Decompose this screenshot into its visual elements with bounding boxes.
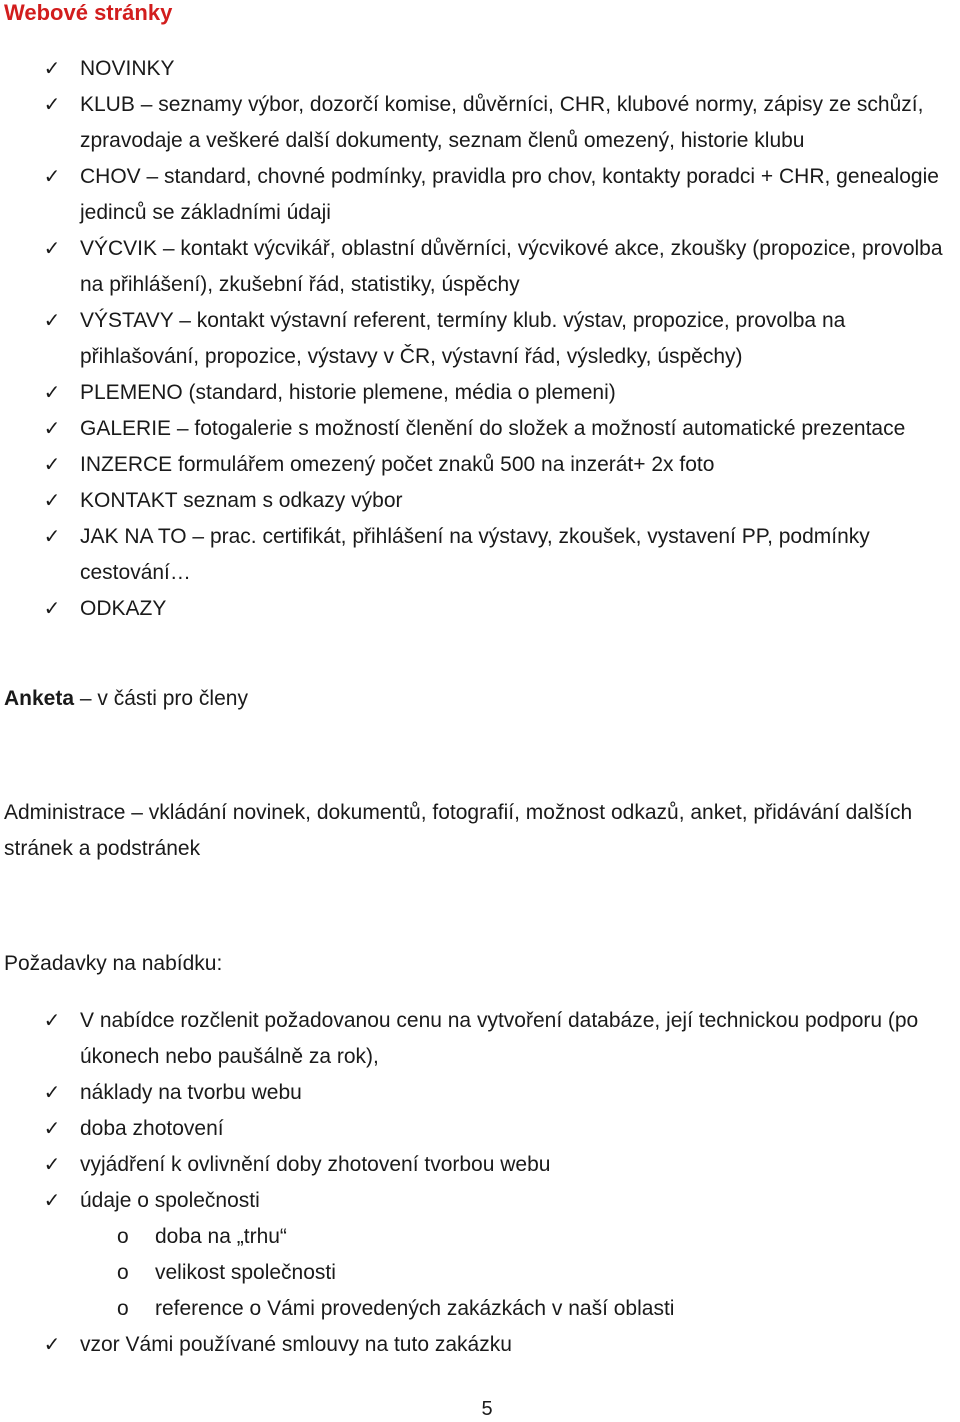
check-icon: ✓	[43, 526, 61, 548]
check-icon: ✓	[43, 1190, 61, 1212]
circle-bullet-icon: o	[117, 1261, 129, 1284]
list-item	[0, 411, 960, 447]
list-item	[0, 1111, 960, 1147]
list-item-text: ODKAZY	[80, 597, 167, 620]
check-icon: ✓	[43, 166, 61, 188]
check-icon: ✓	[43, 490, 61, 512]
check-icon: ✓	[43, 1118, 61, 1140]
section-title: Webové stránky	[4, 0, 173, 25]
list-item	[0, 483, 960, 519]
list-item	[0, 231, 960, 303]
list-item-text: vyjádření k ovlivnění doby zhotovení tvorbou webu	[80, 1153, 551, 1176]
list-item	[0, 1075, 960, 1111]
check-icon: ✓	[43, 454, 61, 476]
list-item	[0, 591, 960, 627]
requirements-heading: Požadavky na nabídku:	[4, 952, 223, 975]
check-icon: ✓	[43, 598, 61, 620]
anketa-label: Anketa	[4, 687, 75, 710]
anketa-text: – v části pro členy	[74, 687, 248, 710]
check-icon: ✓	[43, 58, 61, 80]
list-item-text: CHOV – standard, chovné podmínky, pravidla pro chov, kontakty poradci + CHR, genealogie jedinců se základními údaji	[80, 165, 939, 224]
check-icon: ✓	[43, 1010, 61, 1032]
sub-list-item-text: reference o Vámi provedených zakázkách v naší oblasti	[155, 1297, 675, 1320]
list-item	[0, 375, 960, 411]
list-item-text: KONTAKT seznam s odkazy výbor	[80, 489, 403, 512]
circle-bullet-icon: o	[117, 1225, 129, 1248]
check-icon: ✓	[43, 418, 61, 440]
list-item	[0, 51, 960, 87]
check-icon: ✓	[43, 1154, 61, 1176]
anketa-paragraph	[4, 681, 949, 717]
check-icon: ✓	[43, 94, 61, 116]
circle-bullet-icon: o	[117, 1297, 129, 1320]
sub-list-item	[0, 1291, 954, 1327]
list-item-text: PLEMENO (standard, historie plemene, média o plemeni)	[80, 381, 616, 404]
list-item-text: KLUB – seznamy výbor, dozorčí komise, důvěrníci, CHR, klubové normy, zápisy ze schůzí, zpravodaje a veškeré další dokumenty, seznam členů omezený, historie klubu	[80, 93, 924, 152]
check-icon: ✓	[43, 1082, 61, 1104]
list-item-text: GALERIE – fotogalerie s možností členění do složek a možností automatické prezentace	[80, 417, 906, 440]
list-item	[0, 1147, 960, 1183]
administrace-paragraph: Administrace – vkládání novinek, dokumentů, fotografií, možnost odkazů, anket, přidávání dalších stránek a podstránek	[4, 801, 913, 860]
list-item-text: vzor Vámi používané smlouvy na tuto zakázku	[80, 1333, 512, 1356]
list-item	[0, 303, 960, 375]
list-item	[0, 159, 960, 231]
list-item-text: údaje o společnosti	[80, 1189, 260, 1212]
list-item	[0, 519, 960, 591]
list-item-text: INZERCE formulářem omezený počet znaků 500 na inzerát+ 2x foto	[80, 453, 715, 476]
list-item-text: JAK NA TO – prac. certifikát, přihlášení na výstavy, zkoušek, vystavení PP, podmínky cestování…	[80, 525, 870, 584]
list-item	[0, 447, 960, 483]
check-icon: ✓	[43, 310, 61, 332]
sub-list-item-text: velikost společnosti	[155, 1261, 336, 1284]
requirements-list	[0, 1003, 960, 1363]
check-icon: ✓	[43, 382, 61, 404]
company-sub-list	[0, 1219, 954, 1327]
list-item-text: NOVINKY	[80, 57, 175, 80]
page-number: 5	[481, 1398, 493, 1420]
sub-list-item-text: doba na „trhu“	[155, 1225, 287, 1248]
sub-list-item	[0, 1219, 954, 1255]
check-icon: ✓	[43, 238, 61, 260]
list-item-text: VÝSTAVY – kontakt výstavní referent, termíny klub. výstav, propozice, provolba na přihlašování, propozice, výstavy v ČR, výstavní řád, výsledky, úspěchy)	[80, 309, 846, 368]
list-item-text: V nabídce rozčlenit požadovanou cenu na vytvoření databáze, její technickou podporu (po úkonech nebo paušálně za rok),	[80, 1009, 919, 1068]
sub-list-item	[0, 1255, 954, 1291]
list-item-text: VÝCVIK – kontakt výcvikář, oblastní důvěrníci, výcvikové akce, zkoušky (propozice, provolba na přihlášení), zkušební řád, statistiky, úspěchy	[80, 237, 943, 296]
web-features-list	[0, 51, 960, 627]
check-icon: ✓	[43, 1334, 61, 1356]
list-item	[0, 87, 960, 159]
list-item-text: náklady na tvorbu webu	[80, 1081, 302, 1104]
list-item	[0, 1327, 960, 1363]
list-item-text: doba zhotovení	[80, 1117, 224, 1140]
list-item	[0, 1183, 960, 1327]
list-item	[0, 1003, 960, 1075]
